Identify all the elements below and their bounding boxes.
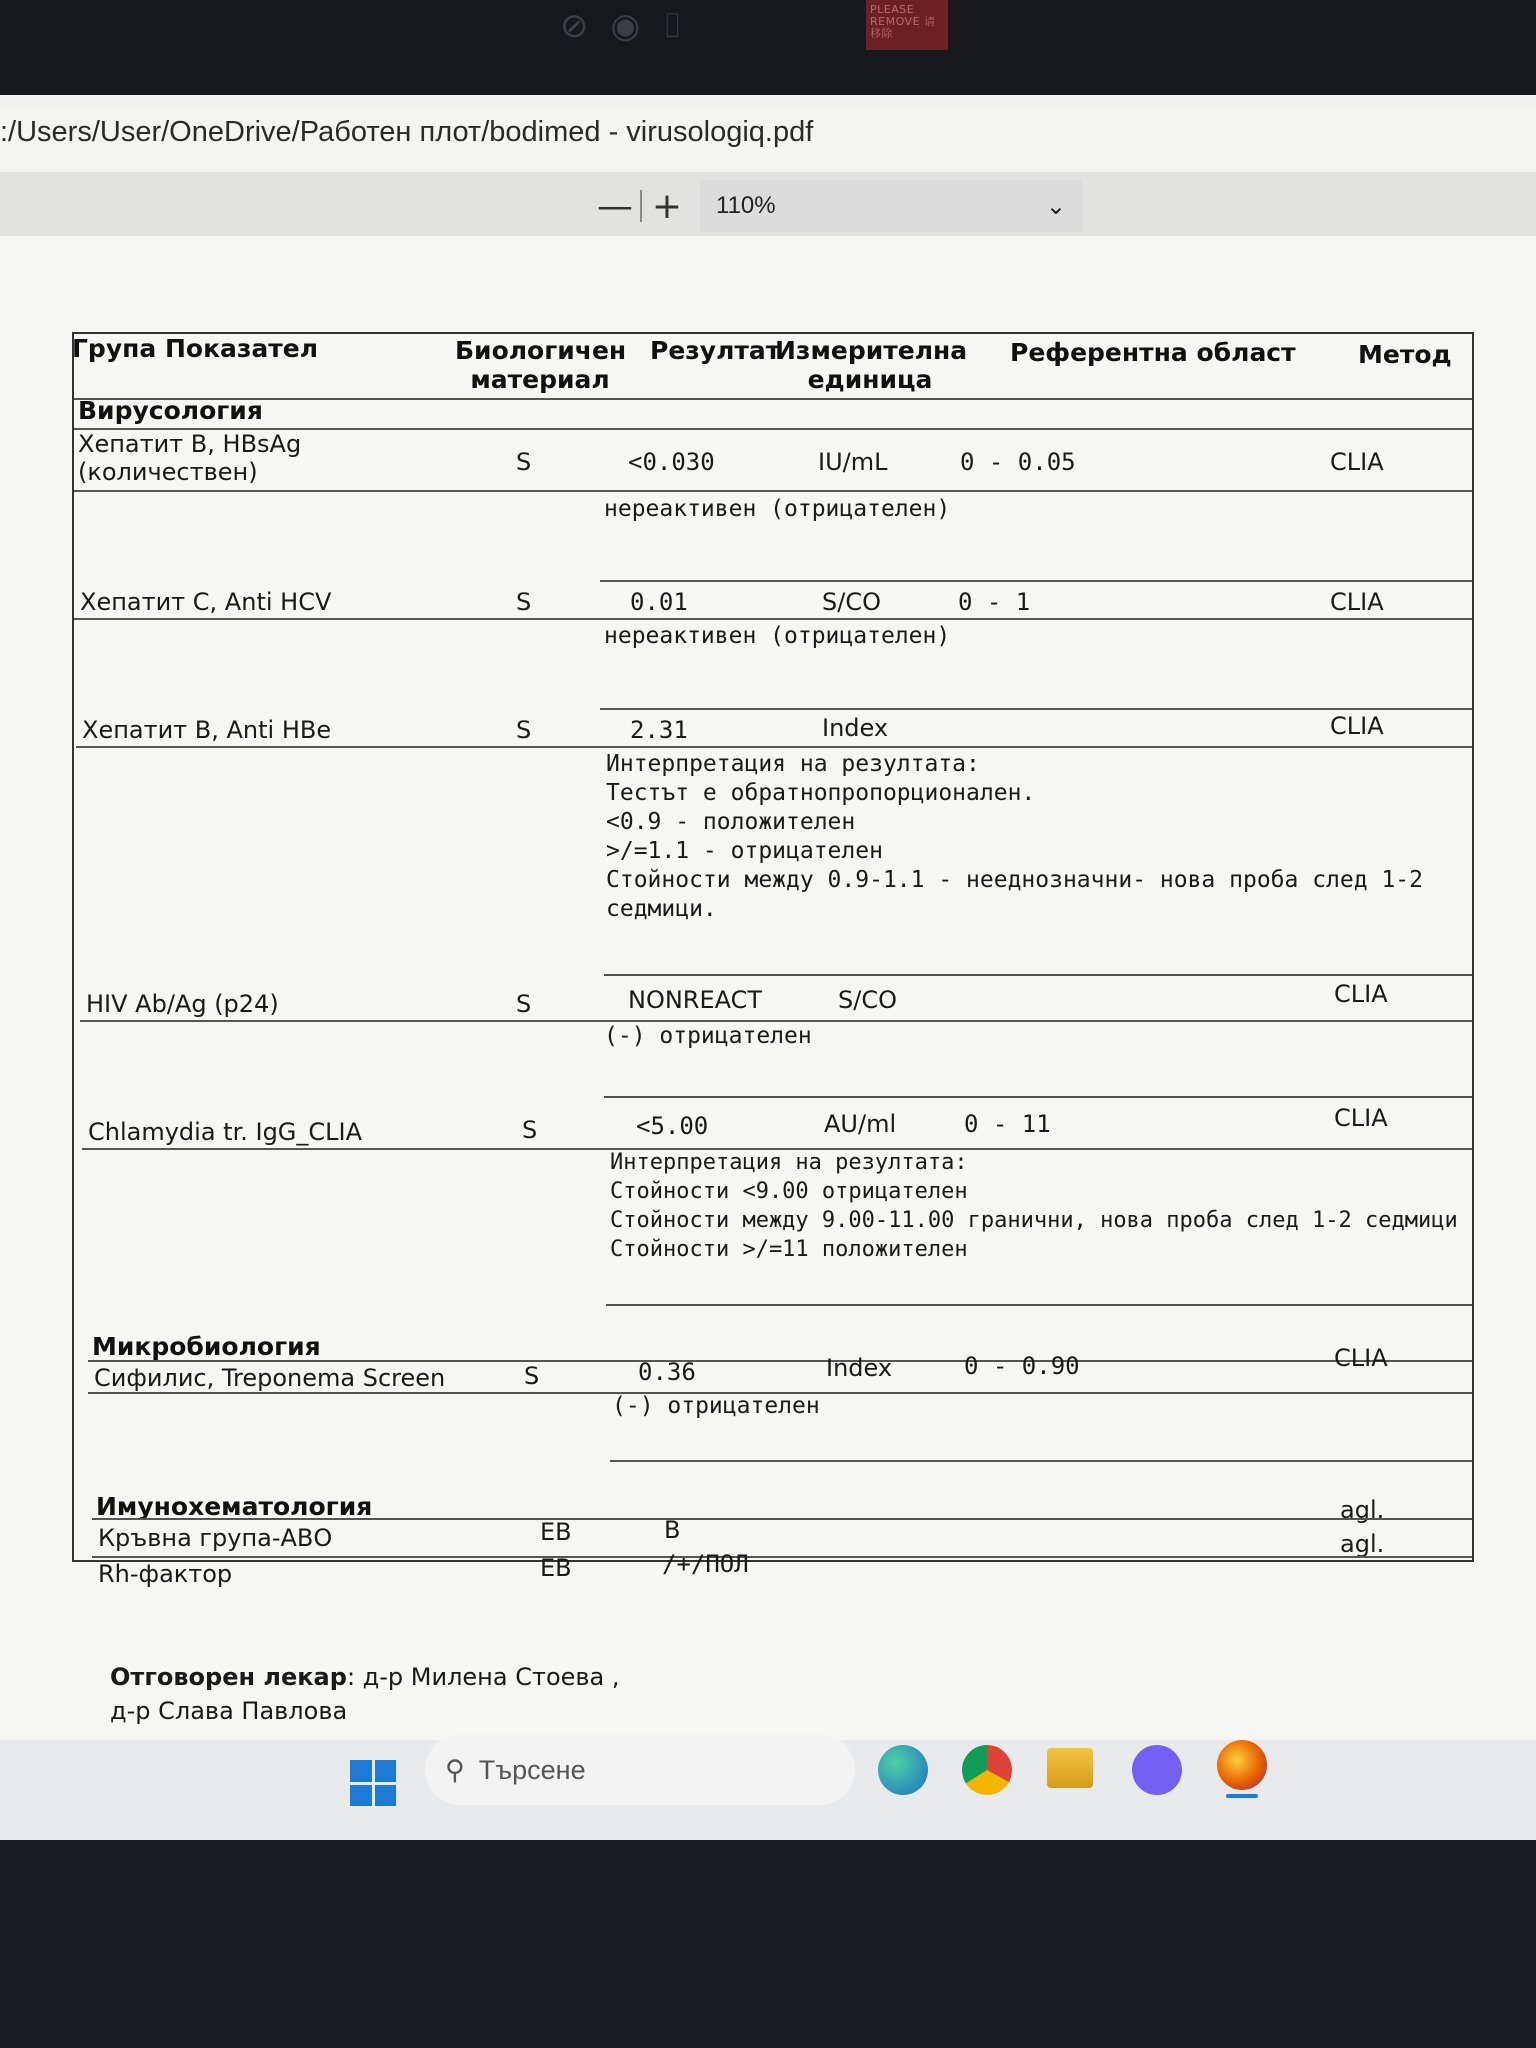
search-icon: ⚲	[445, 1754, 465, 1785]
section-title: Микробиология	[92, 1332, 321, 1361]
row-result: 2.31	[630, 716, 688, 744]
doctor-name-2: д-р Слава Павлова	[110, 1697, 348, 1725]
row-reference: 0 - 0.05	[960, 448, 1076, 476]
row-name: Хепатит С, Anti HCV	[80, 588, 332, 616]
privacy-sticker: PLEASE REMOVE 请移除	[866, 0, 948, 50]
table-rule	[606, 1304, 1472, 1306]
table-rule	[600, 580, 1472, 582]
header-method: Метод	[1358, 340, 1452, 369]
row-name: Rh-фактор	[98, 1560, 233, 1588]
table-rule	[610, 1460, 1472, 1462]
row-result: NONREACT	[628, 986, 763, 1014]
footer-label: Отговорен лекар	[110, 1663, 347, 1691]
row-note: Интерпретация на резултата: Стойности <9.00 отрицателен Стойности между 9.00-11.00 гранични, нова проба след 1-2 седмици Стойности >/=11 положителен	[610, 1150, 1458, 1262]
windows-start-icon[interactable]	[350, 1760, 396, 1806]
row-result: /+/ПОЛ	[662, 1550, 749, 1578]
row-material: S	[524, 1362, 540, 1390]
row-method: CLIA	[1330, 588, 1384, 616]
row-note: Интерпретация на резултата: Тестът е обратнопропорционален. <0.9 - положителен >/=1.1 - отрицателен Стойности между 0.9-1.1 - нееднозначни- нова проба след 1-2 седмици.	[606, 751, 1423, 922]
pdf-toolbar	[590, 178, 1090, 234]
chevron-down-icon: ⌄	[1045, 192, 1066, 220]
search-placeholder: Търсене	[478, 1754, 586, 1785]
row-name: HIV Ab/Ag (p24)	[86, 990, 279, 1018]
file-explorer-icon[interactable]	[1047, 1748, 1093, 1788]
row-method: CLIA	[1330, 712, 1384, 740]
row-unit: S/CO	[838, 986, 897, 1014]
row-result: 0.36	[638, 1358, 696, 1386]
header-result: Резултат	[650, 336, 781, 365]
row-method: agl.	[1340, 1530, 1385, 1558]
viber-icon[interactable]	[1132, 1745, 1182, 1795]
row-name: Хепатит В, Anti HBe	[82, 716, 332, 744]
table-rule	[76, 746, 1472, 748]
row-note: нереактивен (отрицателен)	[604, 496, 951, 522]
row-material: S	[516, 448, 532, 476]
zoom-value: 110%	[716, 192, 776, 219]
row-reference: 0 - 1	[958, 588, 1031, 616]
zoom-out-button[interactable]: —	[597, 185, 633, 227]
zoom-select[interactable]	[700, 180, 1082, 232]
row-name: Chlamydia tr. IgG_CLIA	[88, 1118, 363, 1146]
active-app-indicator	[1226, 1794, 1258, 1798]
table-rule	[74, 618, 1472, 620]
laptop-bezel-bottom	[0, 1840, 1536, 2048]
row-unit: S/CO	[822, 588, 881, 616]
row-note: (-) отрицателен	[604, 1023, 812, 1049]
row-unit: IU/mL	[818, 448, 888, 476]
table-rule	[604, 1096, 1472, 1098]
table-rule	[600, 708, 1472, 710]
table-rule	[74, 490, 1472, 492]
table-rule	[74, 398, 1472, 400]
row-result: В	[664, 1516, 681, 1544]
row-material: ЕВ	[540, 1518, 572, 1546]
header-group: Група Показател	[72, 334, 319, 363]
chrome-icon[interactable]	[962, 1745, 1012, 1795]
table-rule	[604, 974, 1472, 976]
row-material: S	[522, 1116, 538, 1144]
zoom-in-button[interactable]: +	[651, 185, 683, 227]
laptop-bezel-top	[0, 0, 1536, 95]
table-rule	[92, 1556, 1472, 1558]
camera-icon: ⌷	[662, 6, 683, 46]
section-title: Вирусология	[78, 396, 263, 425]
camera-off-icon: ⊘	[560, 6, 589, 46]
row-name: Сифилис, Treponema Screen	[94, 1364, 446, 1392]
row-reference: 0 - 11	[964, 1110, 1051, 1138]
row-unit: Index	[826, 1354, 893, 1382]
firefox-icon[interactable]	[1217, 1740, 1267, 1790]
table-rule	[88, 1360, 1472, 1362]
row-name: Кръвна група-АВО	[98, 1524, 333, 1552]
webcam-lens-icon: ◉	[610, 6, 641, 46]
responsible-doctor	[110, 1660, 620, 1728]
doctor-name-1: : д-р Милена Стоева ,	[346, 1663, 620, 1691]
row-method: CLIA	[1334, 980, 1388, 1008]
row-method: agl.	[1340, 1496, 1385, 1524]
row-note: нереактивен (отрицателен)	[604, 623, 951, 649]
row-reference: 0 - 0.90	[964, 1352, 1080, 1380]
row-material: S	[516, 990, 532, 1018]
header-material: Биологичен материал	[455, 336, 627, 394]
row-method: CLIA	[1334, 1104, 1388, 1132]
webcam-indicators	[560, 6, 683, 46]
row-result: <5.00	[636, 1112, 709, 1140]
edge-icon[interactable]	[878, 1745, 928, 1795]
file-path[interactable]: :/Users/User/OneDrive/Работен плот/bodimed - virusologiq.pdf	[0, 116, 814, 148]
row-material: S	[516, 588, 532, 616]
row-name: Хепатит В, HBsAg (количествен)	[78, 430, 302, 486]
header-reference: Референтна област	[1010, 338, 1296, 367]
taskbar-search[interactable]	[425, 1735, 855, 1805]
row-method: CLIA	[1330, 448, 1384, 476]
row-result: <0.030	[628, 448, 715, 476]
row-material: ЕВ	[540, 1554, 572, 1582]
row-unit: Index	[822, 714, 889, 742]
header-unit: Измерителна единица	[775, 336, 968, 394]
table-rule	[92, 1518, 1472, 1520]
row-material: S	[516, 716, 532, 744]
row-note: (-) отрицателен	[612, 1393, 820, 1419]
row-unit: AU/ml	[824, 1110, 897, 1138]
row-method: CLIA	[1334, 1344, 1388, 1372]
row-result: 0.01	[630, 588, 688, 616]
section-title: Имунохематология	[96, 1492, 373, 1521]
